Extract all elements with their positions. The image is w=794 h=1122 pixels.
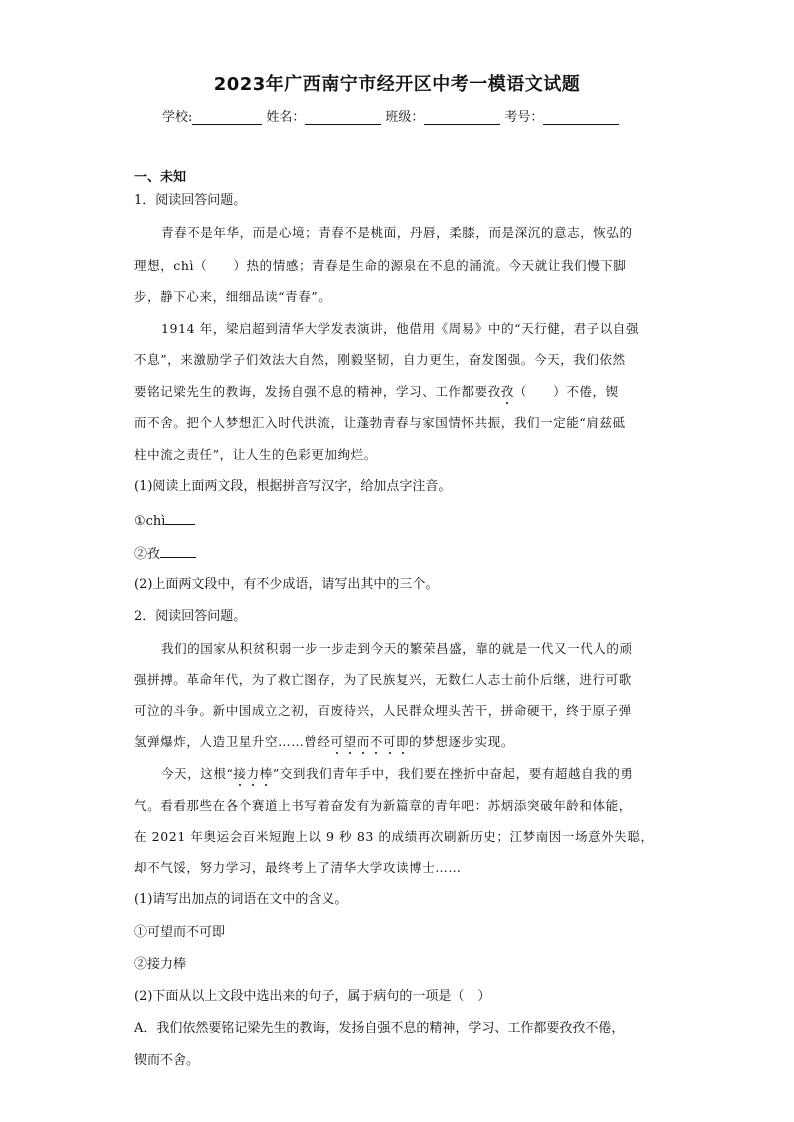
q1-p2-line5: 柱中流之责任”，让人生的色彩更加绚烂。 (134, 447, 377, 462)
q1-p1-line3: 步，静下心来，细细品读“青春”。 (134, 289, 332, 304)
q1-sub1-item-b-label: ②孜 (134, 547, 161, 562)
q1-heading: 1．阅读回答问题。 (134, 193, 247, 208)
school-label: 学校: (162, 110, 193, 125)
dotted-char: 接 (233, 766, 247, 781)
q2-option-a-line1[interactable]: A．我们依然要铭记梁先生的教诲，发扬自强不息的精神，学习、工作都要孜孜不倦， (134, 1021, 625, 1036)
q2-option-a-line2[interactable]: 锲而不舍。 (134, 1053, 200, 1068)
q2-p2-line2: 气。看看那些在各个赛道上书写着奋发有为新篇章的青年吧：苏炳添突破年龄和体能， (134, 798, 632, 813)
class-label: 班级： (385, 110, 425, 125)
q1-sub1-item-b (134, 545, 196, 563)
page-title: 2023年广西南宁市经开区中考一模语文试题 (213, 74, 581, 95)
q2-sub1: (1)请写出加点的词语在文中的含义。 (134, 892, 348, 907)
dotted-word-kewang (331, 734, 410, 749)
q1-p2-line3-text: 要铭记梁先生的教诲，发扬自强不息的精神，学习、工作都要孜 (134, 384, 501, 399)
dotted-char: 而 (356, 734, 370, 749)
name-blank[interactable] (305, 110, 381, 125)
q2-p1-line4 (134, 734, 514, 750)
q1-sub2: (2)上面两文段中，有不少成语，请写出其中的三个。 (134, 577, 439, 592)
q2-sub1-item-b: ②接力棒 (134, 957, 187, 972)
q1-sub1-item-a (134, 512, 195, 530)
q1-p1-line1: 青春不是年华，而是心境；青春不是桃面，丹唇，柔膝，而是深沉的意志，恢弘的 (161, 225, 633, 240)
section-heading: 一、未知 (134, 170, 187, 185)
q2-p2-line1 (161, 766, 634, 782)
q1-sub1: (1)阅读上面两文段，根据拼音写汉字，给加点字注音。 (134, 479, 452, 494)
q2-p1-line4-tail: 的梦想逐步实现。 (409, 734, 514, 749)
q2-sub1-item-a: ①可望而不可即 (134, 925, 226, 940)
q2-sub2: (2)下面从以上文段中选出来的句子，属于病句的一项是（ ） (134, 989, 491, 1004)
q2-p2-line1-tail: ”交到我们青年手中，我们要在挫折中奋起，要有超越自我的勇 (272, 766, 634, 781)
q2-p2-line3: 在 2021 年奥运会百米短跑上以 9 秒 83 的成绩再次刷新历史；江梦南因一场意外失聪， (134, 829, 654, 844)
class-blank[interactable] (424, 110, 500, 125)
q2-p1-line3: 可泣的斗争。新中国成立之初，百废待兴，人民群众埋头苦干，拼命硬干，终于原子弹 (134, 703, 632, 718)
dotted-char: 即 (396, 734, 410, 749)
dotted-char-zi: 孜 (500, 384, 514, 399)
q2-p1-line2: 强拼搏。革命年代，为了救亡图存，为了民族复兴，无数仁人志士前仆后继，进行可歌 (134, 672, 632, 687)
q2-p2-line4: 却不气馁，努力学习，最终考上了清华大学攻读博士…… (134, 860, 462, 875)
exam-no-blank[interactable] (543, 110, 619, 125)
answer-blank-zi[interactable] (160, 545, 196, 558)
q2-p1-line4-head: 氢弹爆炸，人造卫星升空……曾经 (134, 734, 331, 749)
dotted-char: 望 (343, 734, 357, 749)
dotted-char: 可 (382, 734, 397, 749)
q1-p2-line3-tail: （ ）不倦，锲 (513, 384, 619, 399)
q1-p1-line2: 理想，chì（ ）热的情感；青春是生命的源泉在不息的涌流。今天就让我们慢下脚 (134, 258, 627, 273)
q2-heading: 2．阅读回答问题。 (134, 609, 247, 624)
q1-sub1-item-a-label: ①chì (134, 514, 166, 529)
q1-p2-line4: 而不舍。把个人梦想汇入时代洪流，让蓬勃青春与家国情怀共振，我们一定能“肩兹砥 (134, 415, 626, 430)
dotted-char: 棒 (259, 766, 273, 781)
dotted-char: 可 (330, 734, 344, 749)
q2-p2-line1-head: 今天，这根“ (161, 766, 234, 781)
student-info-row (162, 106, 623, 125)
q1-p2-line3 (134, 384, 619, 400)
dotted-word-jieliban (234, 766, 273, 781)
dotted-char: 不 (369, 734, 383, 749)
q1-p2-line1: 1914 年，梁启超到清华大学发表演讲，他借用《周易》中的“天行健，君子以自强 (161, 321, 640, 336)
exam-no-label: 考号： (504, 110, 544, 125)
q1-p2-line2: 不息”，来激励学子们效法大自然，刚毅坚韧，自力更生，奋发图强。今天，我们依然 (134, 352, 626, 367)
answer-blank-chi[interactable] (165, 512, 195, 525)
dotted-char: 力 (246, 766, 260, 781)
q2-p1-line1: 我们的国家从积贫积弱一步一步走到今天的繁荣昌盛，靠的就是一代又一代人的顽 (161, 641, 633, 656)
name-label: 姓名： (266, 110, 306, 125)
school-blank[interactable] (192, 110, 262, 125)
